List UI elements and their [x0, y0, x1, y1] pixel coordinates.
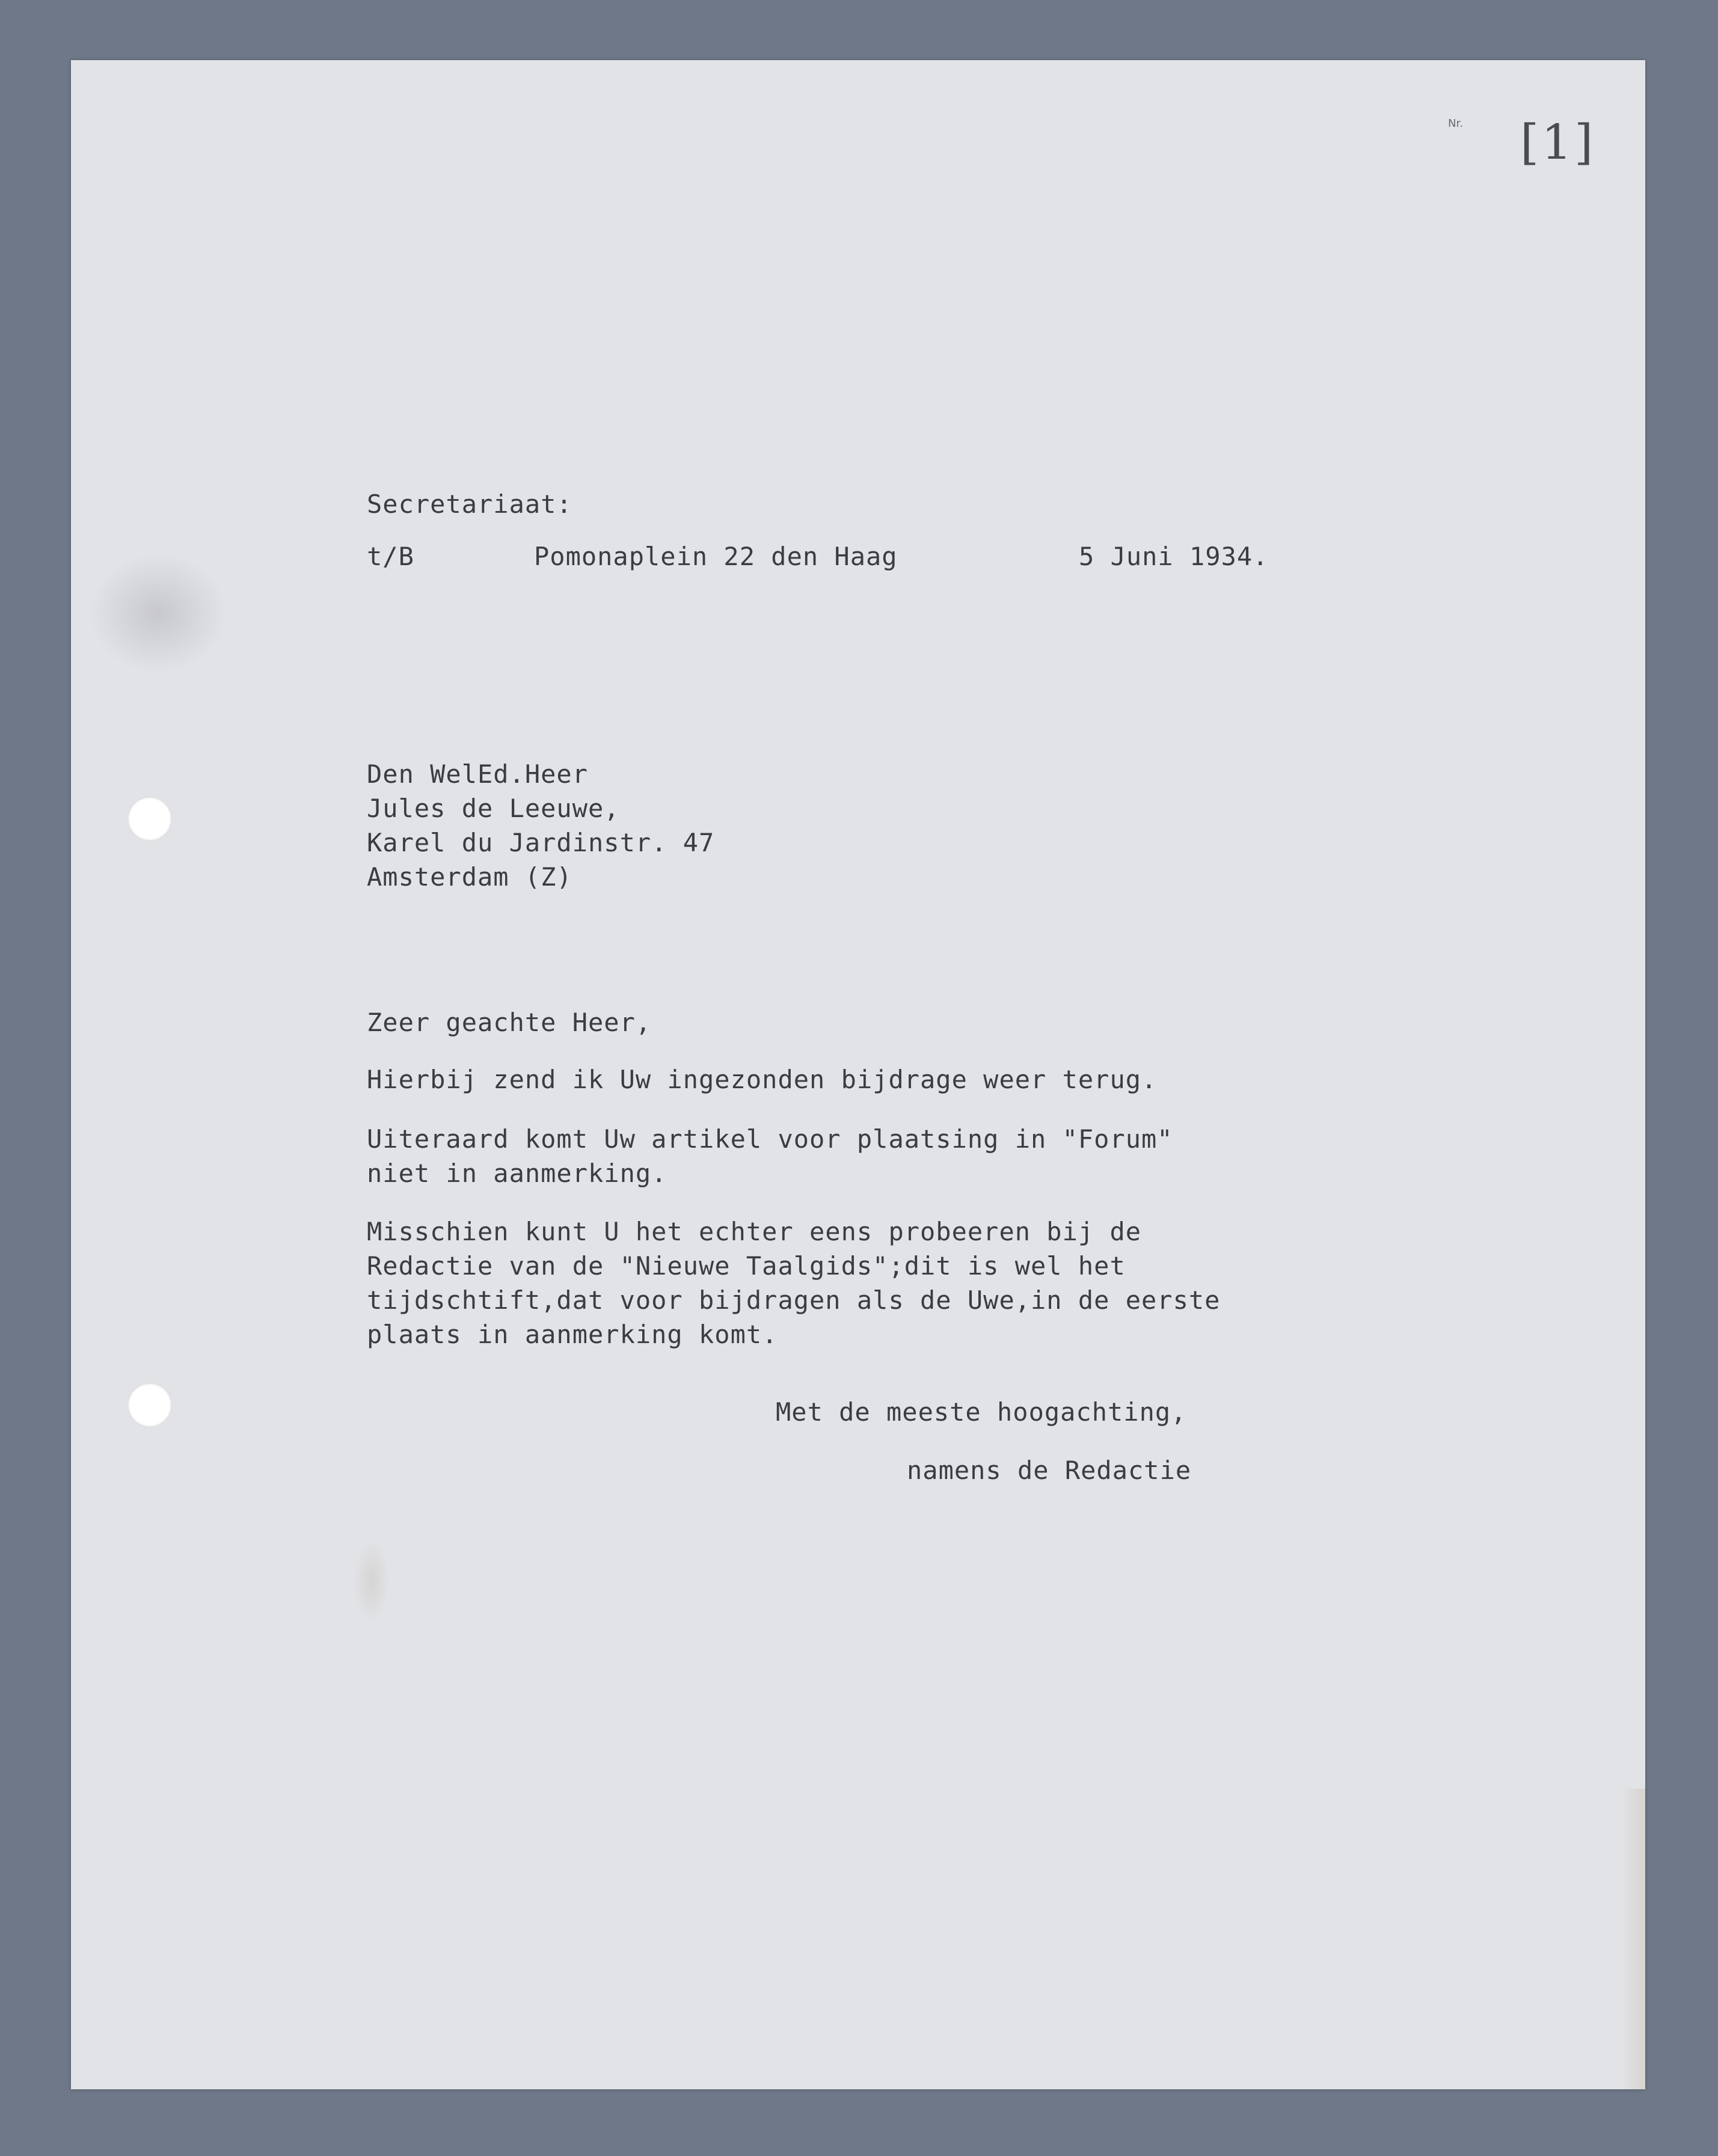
paragraph-2-line-1: Uiteraard komt Uw artikel voor plaatsing in "Forum": [367, 1124, 1173, 1154]
paragraph-1: Hierbij zend ik Uw ingezonden bijdrage weer terug.: [367, 1065, 1158, 1094]
paper-stain-small: [354, 1539, 390, 1623]
paper-stain: [89, 553, 227, 673]
salutation: Zeer geachte Heer,: [367, 1008, 652, 1037]
recipient-line-2: Jules de Leeuwe,: [367, 794, 620, 823]
closing-greeting: Met de meeste hoogachting,: [776, 1397, 1187, 1427]
secretariat-label: Secretariaat:: [367, 489, 572, 519]
recipient-line-3: Karel du Jardinstr. 47: [367, 828, 715, 857]
paragraph-3-line-2: Redactie van de "Nieuwe Taalgids";dit is wel het: [367, 1251, 1126, 1281]
corner-annotation: Nr.: [1448, 117, 1463, 130]
paragraph-2-line-2: niet in aanmerking.: [367, 1159, 667, 1188]
letter-page: [71, 60, 1645, 2089]
punch-hole-bottom: [127, 1383, 172, 1427]
paragraph-3-line-1: Misschien kunt U het echter eens probeeren bij de: [367, 1217, 1142, 1246]
sender-address: Pomonaplein 22 den Haag: [534, 542, 898, 571]
paragraph-3-line-4: plaats in aanmerking komt.: [367, 1320, 778, 1349]
paragraph-3-line-3: tijdschtift,dat voor bijdragen als de Uwe,in de eerste: [367, 1285, 1221, 1315]
page-number-annotation: [1]: [1520, 114, 1596, 170]
recipient-line-4: Amsterdam (Z): [367, 862, 572, 892]
reference-code: t/B: [367, 542, 414, 571]
recipient-line-1: Den WelEd.Heer: [367, 759, 589, 789]
letter-date: 5 Juni 1934.: [1079, 542, 1269, 571]
closing-signatory: namens de Redactie: [907, 1456, 1192, 1485]
punch-hole-top: [127, 797, 172, 841]
